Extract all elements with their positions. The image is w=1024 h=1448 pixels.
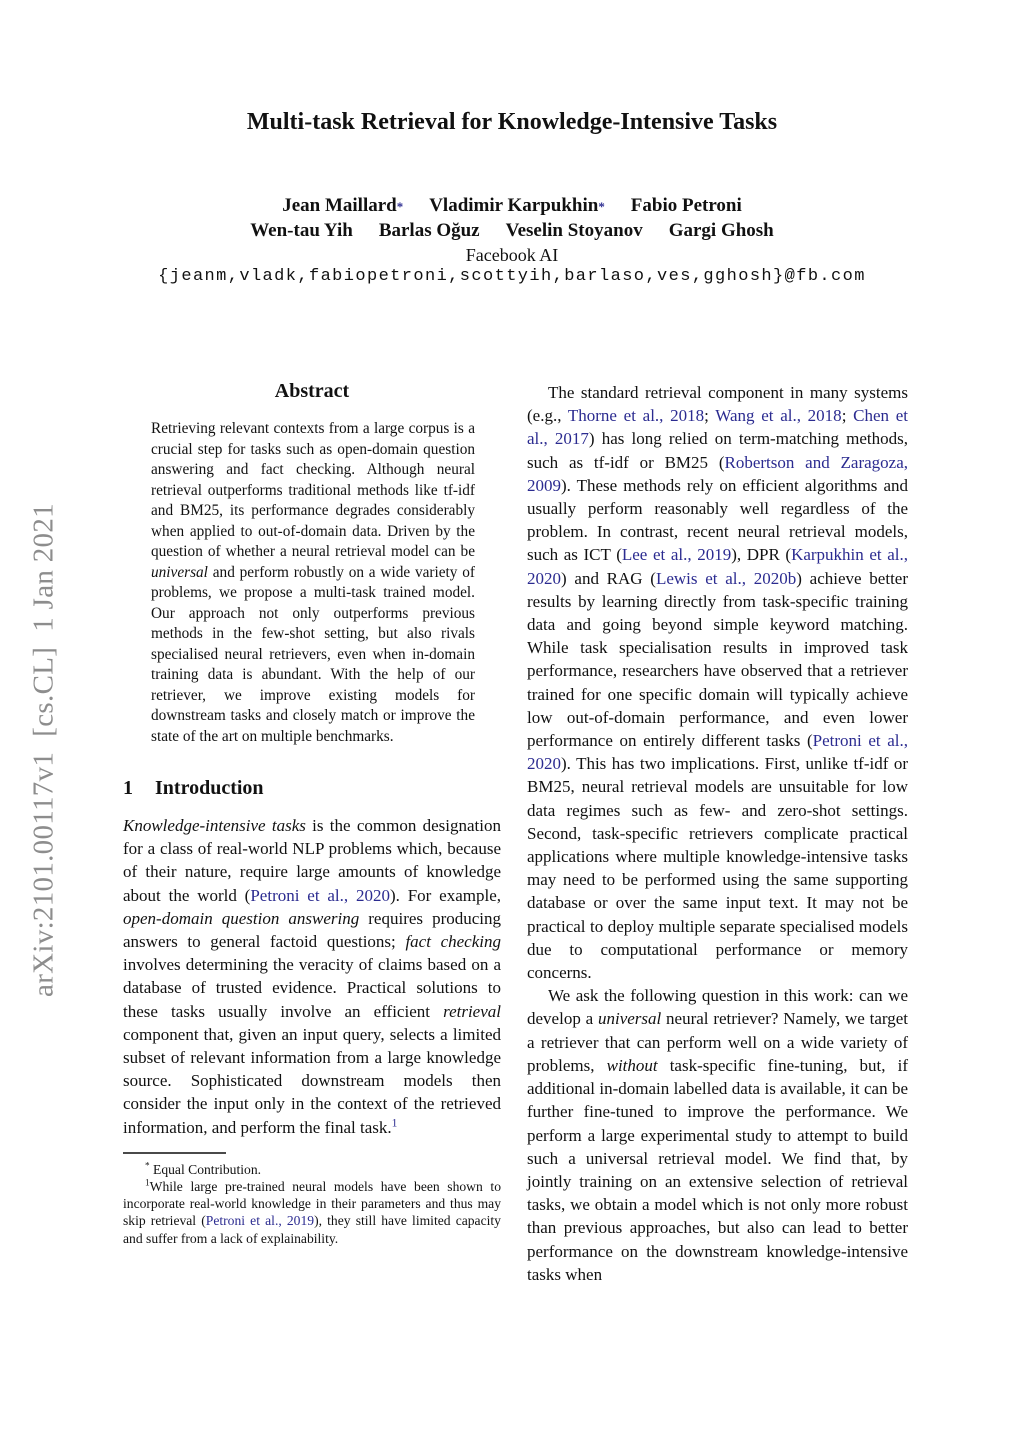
text-segment: component that, given an input query, selects a limited subset of relevant information from a large knowledge source. Sophisticated downstream models then consider the input only in the context of the retrieved information, and perform the final task. (123, 1024, 501, 1137)
citation-link[interactable]: Wang et al., 2018 (715, 406, 842, 426)
affiliation: Facebook AI (465, 245, 559, 265)
authors-row-2 (0, 220, 1024, 242)
text-segment: universal (151, 563, 208, 581)
introduction-paragraph (123, 814, 501, 1139)
author-emails: {jeanm,vladk,fabiopetroni,scottyih,barlaso,ves,gghosh}@fb.com (158, 267, 866, 286)
paper-title: Multi-task Retrieval for Knowledge-Intensive Tasks (246, 109, 778, 135)
text-segment: ) and RAG ( (561, 568, 656, 588)
text-segment: Wen-tau Yih (250, 220, 353, 241)
text-segment: Veselin Stoyanov (505, 220, 643, 241)
citation-link[interactable]: Petroni et al., 2020 (250, 885, 390, 905)
citation-link[interactable]: Lewis et al., 2020b (655, 568, 797, 588)
text-segment: open-domain question answering (123, 908, 360, 928)
text-segment: neural retriever? Namely, we target a retriever that can perform well on a wide variety of problems, (527, 1009, 909, 1075)
text-segment: and perform robustly on a wide variety of problems, we propose a multi-task trained model. Our approach not only outperforms previous methods in the few-shot setting, but also rivals specialised neural retrievers, even when in-domain training data is abundant. With the help of our retriever, we improve existing models for downstream tasks and closely match or improve the state of the art on multiple benchmarks. (151, 563, 475, 745)
citation-link[interactable]: Robertson and Zaragoza, 2009 (527, 452, 908, 495)
citation-link[interactable]: Chen et al., 2017 (527, 406, 908, 449)
text-segment: ). These methods rely on efficient algorithms and usually perform reasonably well regardless of the problem. In contrast, recent neural retrieval models, such as ICT ( (527, 475, 908, 565)
text-segment: Vladimir Karpukhin (429, 195, 599, 216)
arxiv-watermark: arXiv:2101.00117v1 [cs.CL] 1 Jan 2021 (27, 503, 60, 997)
footnote-marker-link[interactable]: 1 (391, 1115, 398, 1129)
text-segment: 1 (145, 1177, 150, 1188)
text-segment: Retrieving relevant contexts from a large corpus is a crucial step for tasks such as open-domain question answering and fact checking. Although neural retrieval outperforms traditional methods like tf-idf and BM25, its performance degrades considerably when applied to out-of-domain data. Driven by the question of whether a neural retrieval model can be (151, 420, 475, 560)
abstract-text (151, 419, 475, 747)
text-segment: ; (704, 406, 716, 426)
text-segment: without (606, 1055, 658, 1075)
text-segment: ) achieve better results by learning directly from task-specific training data and going beyond simple keyword matching. While task specialisation results in improved task performance, researchers have observed that a retriever trained for one specific domain will typically achieve low out-of-domain performance, and even lower performance on entirely different tasks ( (527, 568, 908, 751)
footnote-divider (123, 1152, 226, 1154)
footnote-1 (123, 1178, 501, 1247)
text-segment: ). This has two implications. First, unlike tf-idf or BM25, neural retrieval models are unsuitable for low data regimes such as few- and zero-shot settings. Second, task-specific retrievers complicate practical applications where multiple knowledge-intensive tasks may need to be performed using the same supporting database or over the same input text. It may not be practical to deploy multiple separate specialised models due to computational performance or memory concerns. (527, 754, 908, 983)
authors-row-1: Jean Maillard * Vladimir Karpukhin * Fabio Petroni (282, 195, 742, 216)
section-title: Introduction (155, 777, 264, 799)
text-segment: We ask the following question in this work: can we develop a (527, 986, 908, 1029)
text-segment: Equal Contribution. (149, 1161, 262, 1177)
footnote-equal-contribution (123, 1161, 501, 1178)
text-segment: Barlas Oğuz (378, 220, 480, 241)
text-segment: involves determining the veracity of claims based on a database of trusted evidence. Practical solutions to these tasks usually involve an efficient (123, 955, 501, 1021)
section-number: 1 (123, 777, 133, 799)
abstract-heading: Abstract (274, 380, 350, 402)
text-segment: ) has long relied on term-matching methods, such as tf-idf or BM25 ( (527, 429, 908, 472)
text-segment: ), DPR ( (731, 545, 792, 565)
text-segment: Fabio Petroni (630, 195, 742, 216)
footnote-block (123, 1152, 501, 1247)
text-segment: Knowledge-intensive tasks (123, 816, 306, 835)
text-segment: universal (597, 1009, 662, 1029)
text-segment: fact checking (405, 932, 501, 952)
citation-link[interactable]: Lee et al., 2019 (621, 545, 732, 565)
paragraph-research-question (527, 984, 908, 1286)
citation-link[interactable]: Karpukhin et al., 2020 (527, 545, 909, 588)
text-segment: ; (841, 406, 854, 426)
citation-link[interactable]: Petroni et al., 2020 (527, 731, 908, 774)
text-segment: Jean Maillard (282, 195, 397, 216)
text-segment: * (145, 1160, 150, 1171)
left-column (123, 380, 501, 1247)
text-segment: retrieval (443, 1001, 501, 1021)
section-heading-introduction (123, 777, 501, 800)
citation-link[interactable]: Thorne et al., 2018 (567, 406, 705, 426)
text-segment: task-specific fine-tuning, but, if additional in-domain labelled data is available, it can be further fine-tuned to improve the performance. We perform a large experimental study to attempt to build such a universal retrieval model. We find that, by jointly training on an extensive selection of retrieval tasks, we obtain a model which is not only more robust than previous approaches, but also can lead to better performance on the downstream knowledge-intensive tasks when (527, 1055, 908, 1284)
text-segment: ). For example, (389, 885, 501, 905)
text-segment: requires producing answers to general factoid questions; (123, 908, 501, 952)
text-segment: While large pre-trained neural models have been shown to incorporate real-world knowledge in their parameters and thus may skip retrieval ( (123, 1179, 501, 1229)
paragraph-standard-retrieval (527, 381, 908, 984)
text-segment: ), they still have limited capacity and suffer from a lack of explainability. (123, 1213, 501, 1246)
text-segment: Gargi Ghosh (668, 220, 774, 241)
text-segment: is the common designation for a class of real-world NLP problems which, because of their nature, require large amounts of knowledge about the world ( (123, 816, 502, 905)
text-segment: The standard retrieval component in many systems (e.g., (527, 383, 908, 426)
citation-link[interactable]: Petroni et al., 2019 (205, 1213, 315, 1229)
right-column (527, 381, 908, 1286)
